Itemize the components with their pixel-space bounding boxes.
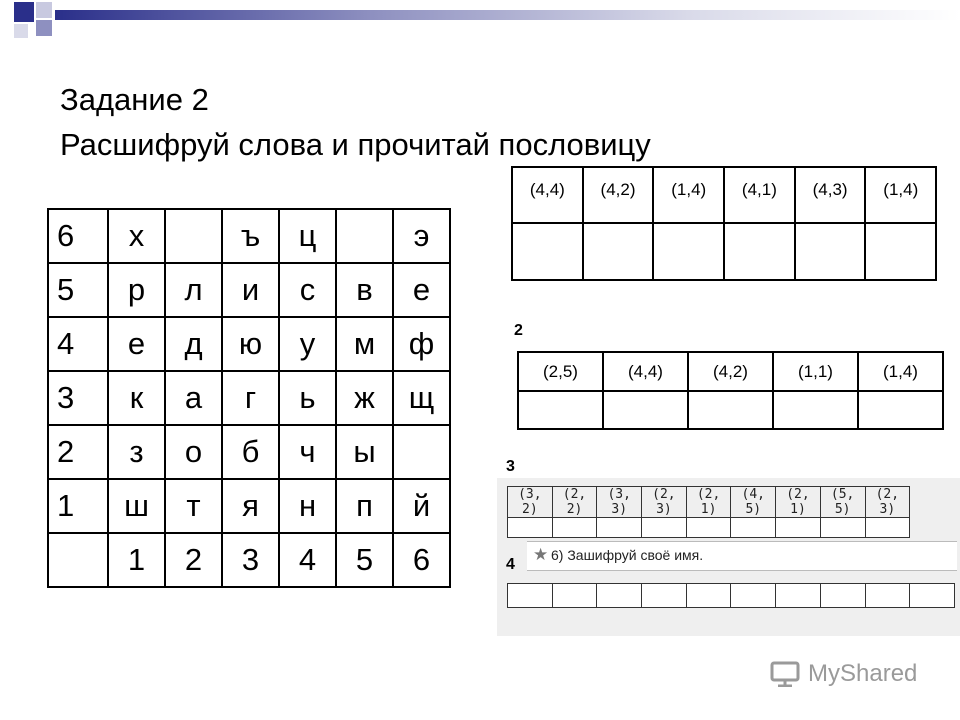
answer-cell[interactable] bbox=[776, 518, 821, 538]
grid-row-label: 3 bbox=[48, 371, 108, 425]
watermark bbox=[766, 656, 946, 692]
answer-cell[interactable] bbox=[865, 518, 910, 538]
grid-cell bbox=[393, 425, 450, 479]
answer-cell[interactable] bbox=[858, 391, 943, 429]
grid-cell: о bbox=[165, 425, 222, 479]
code-cell: (4,1) bbox=[724, 167, 795, 223]
star-icon: ★ bbox=[533, 545, 549, 564]
presentation-icon bbox=[770, 661, 800, 687]
grid-cell: ю bbox=[222, 317, 279, 371]
answer-cell[interactable] bbox=[642, 518, 687, 538]
grid-cell: ж bbox=[336, 371, 393, 425]
answer-cell[interactable] bbox=[686, 584, 731, 608]
code-cell: (3, 2) bbox=[508, 487, 553, 518]
word3-code-row bbox=[508, 487, 910, 518]
grid-cell bbox=[165, 209, 222, 263]
deco-square bbox=[14, 24, 28, 38]
grid-column-label: 3 bbox=[222, 533, 279, 587]
grid-row-label: 2 bbox=[48, 425, 108, 479]
grid-column-label: 1 bbox=[108, 533, 165, 587]
grid-column-labels bbox=[48, 533, 450, 587]
grid-cell: р bbox=[108, 263, 165, 317]
word1-table bbox=[511, 166, 937, 281]
grid-cell: ф bbox=[393, 317, 450, 371]
grid-cell: ы bbox=[336, 425, 393, 479]
word3-number: 3 bbox=[506, 458, 515, 475]
grid-cell: х bbox=[108, 209, 165, 263]
code-cell: (4,4) bbox=[603, 352, 688, 391]
answer-cell[interactable] bbox=[795, 223, 866, 280]
code-cell: (2, 2) bbox=[552, 487, 597, 518]
task-6-text: 6) Зашифруй своё имя. bbox=[551, 547, 704, 563]
word4-answer-row bbox=[508, 584, 955, 608]
answer-cell[interactable] bbox=[653, 223, 724, 280]
grid-cell: н bbox=[279, 479, 336, 533]
grid-row-label: 4 bbox=[48, 317, 108, 371]
grid-row bbox=[48, 371, 450, 425]
grid-cell: а bbox=[165, 371, 222, 425]
word2-number: 2 bbox=[514, 322, 523, 339]
grid-cell: й bbox=[393, 479, 450, 533]
code-cell: (2, 3) bbox=[865, 487, 910, 518]
word1-code-row bbox=[512, 167, 936, 223]
code-cell: (2, 1) bbox=[686, 487, 731, 518]
answer-cell[interactable] bbox=[731, 584, 776, 608]
deco-bar bbox=[55, 10, 960, 20]
grid-cell: ъ bbox=[222, 209, 279, 263]
word2-answer-row bbox=[518, 391, 943, 429]
grid-cell: д bbox=[165, 317, 222, 371]
grid-cell: з bbox=[108, 425, 165, 479]
slide-title: Задание 2 bbox=[60, 82, 209, 117]
answer-cell[interactable] bbox=[910, 584, 955, 608]
answer-cell[interactable] bbox=[731, 518, 776, 538]
grid-cell: э bbox=[393, 209, 450, 263]
grid-cell: л bbox=[165, 263, 222, 317]
code-cell: (4,3) bbox=[795, 167, 866, 223]
grid-cell: с bbox=[279, 263, 336, 317]
answer-cell[interactable] bbox=[508, 518, 553, 538]
answer-cell[interactable] bbox=[597, 518, 642, 538]
grid-row bbox=[48, 317, 450, 371]
deco-square bbox=[36, 20, 52, 36]
grid-cell: ь bbox=[279, 371, 336, 425]
grid-cell: щ bbox=[393, 371, 450, 425]
watermark-text: MyShared bbox=[808, 660, 918, 687]
answer-cell[interactable] bbox=[773, 391, 858, 429]
grid-cell: в bbox=[336, 263, 393, 317]
answer-cell[interactable] bbox=[820, 584, 865, 608]
cipher-grid bbox=[47, 208, 451, 588]
task-6-strip bbox=[527, 541, 957, 571]
answer-cell[interactable] bbox=[552, 584, 597, 608]
code-cell: (1,4) bbox=[865, 167, 936, 223]
grid-row bbox=[48, 209, 450, 263]
answer-cell[interactable] bbox=[518, 391, 603, 429]
answer-cell[interactable] bbox=[512, 223, 583, 280]
answer-cell[interactable] bbox=[724, 223, 795, 280]
answer-cell[interactable] bbox=[508, 584, 553, 608]
grid-cell: ш bbox=[108, 479, 165, 533]
answer-cell[interactable] bbox=[603, 391, 688, 429]
grid-row bbox=[48, 425, 450, 479]
answer-cell[interactable] bbox=[820, 518, 865, 538]
answer-cell[interactable] bbox=[688, 391, 773, 429]
answer-cell[interactable] bbox=[686, 518, 731, 538]
grid-cell: ц bbox=[279, 209, 336, 263]
slide-decoration bbox=[0, 0, 960, 50]
word2-table bbox=[517, 351, 944, 430]
code-cell: (1,4) bbox=[858, 352, 943, 391]
code-cell: (1,4) bbox=[653, 167, 724, 223]
slide-subtitle: Расшифруй слова и прочитай пословицу bbox=[60, 127, 651, 162]
code-cell: (2, 3) bbox=[642, 487, 687, 518]
grid-cell: г bbox=[222, 371, 279, 425]
grid-corner-cell bbox=[48, 533, 108, 587]
code-cell: (1,1) bbox=[773, 352, 858, 391]
grid-column-label: 2 bbox=[165, 533, 222, 587]
grid-row-label: 1 bbox=[48, 479, 108, 533]
grid-cell bbox=[336, 209, 393, 263]
grid-row-label: 6 bbox=[48, 209, 108, 263]
answer-cell[interactable] bbox=[552, 518, 597, 538]
code-cell: (2, 1) bbox=[776, 487, 821, 518]
word1-answer-row bbox=[512, 223, 936, 280]
word4-table bbox=[507, 583, 955, 608]
grid-cell: и bbox=[222, 263, 279, 317]
grid-cell: м bbox=[336, 317, 393, 371]
grid-row-label: 5 bbox=[48, 263, 108, 317]
answer-cell[interactable] bbox=[865, 584, 910, 608]
code-cell: (5, 5) bbox=[820, 487, 865, 518]
code-cell: (4,4) bbox=[512, 167, 583, 223]
deco-square bbox=[36, 2, 52, 18]
grid-cell: е bbox=[108, 317, 165, 371]
word2-code-row bbox=[518, 352, 943, 391]
grid-row bbox=[48, 263, 450, 317]
grid-cell: б bbox=[222, 425, 279, 479]
answer-cell[interactable] bbox=[776, 584, 821, 608]
answer-cell[interactable] bbox=[583, 223, 654, 280]
grid-column-label: 4 bbox=[279, 533, 336, 587]
code-cell: (4, 5) bbox=[731, 487, 776, 518]
answer-cell[interactable] bbox=[597, 584, 642, 608]
grid-cell: п bbox=[336, 479, 393, 533]
code-cell: (3, 3) bbox=[597, 487, 642, 518]
word4-number: 4 bbox=[506, 556, 515, 573]
grid-column-label: 5 bbox=[336, 533, 393, 587]
word3-table bbox=[507, 486, 910, 538]
grid-cell: т bbox=[165, 479, 222, 533]
grid-cell: к bbox=[108, 371, 165, 425]
grid-column-label: 6 bbox=[393, 533, 450, 587]
answer-cell[interactable] bbox=[865, 223, 936, 280]
grid-cell: я bbox=[222, 479, 279, 533]
code-cell: (4,2) bbox=[583, 167, 654, 223]
deco-square bbox=[14, 2, 34, 22]
grid-cell: ч bbox=[279, 425, 336, 479]
answer-cell[interactable] bbox=[642, 584, 687, 608]
code-cell: (4,2) bbox=[688, 352, 773, 391]
grid-row bbox=[48, 479, 450, 533]
grid-cell: е bbox=[393, 263, 450, 317]
grid-cell: у bbox=[279, 317, 336, 371]
word3-answer-row bbox=[508, 518, 910, 538]
code-cell: (2,5) bbox=[518, 352, 603, 391]
